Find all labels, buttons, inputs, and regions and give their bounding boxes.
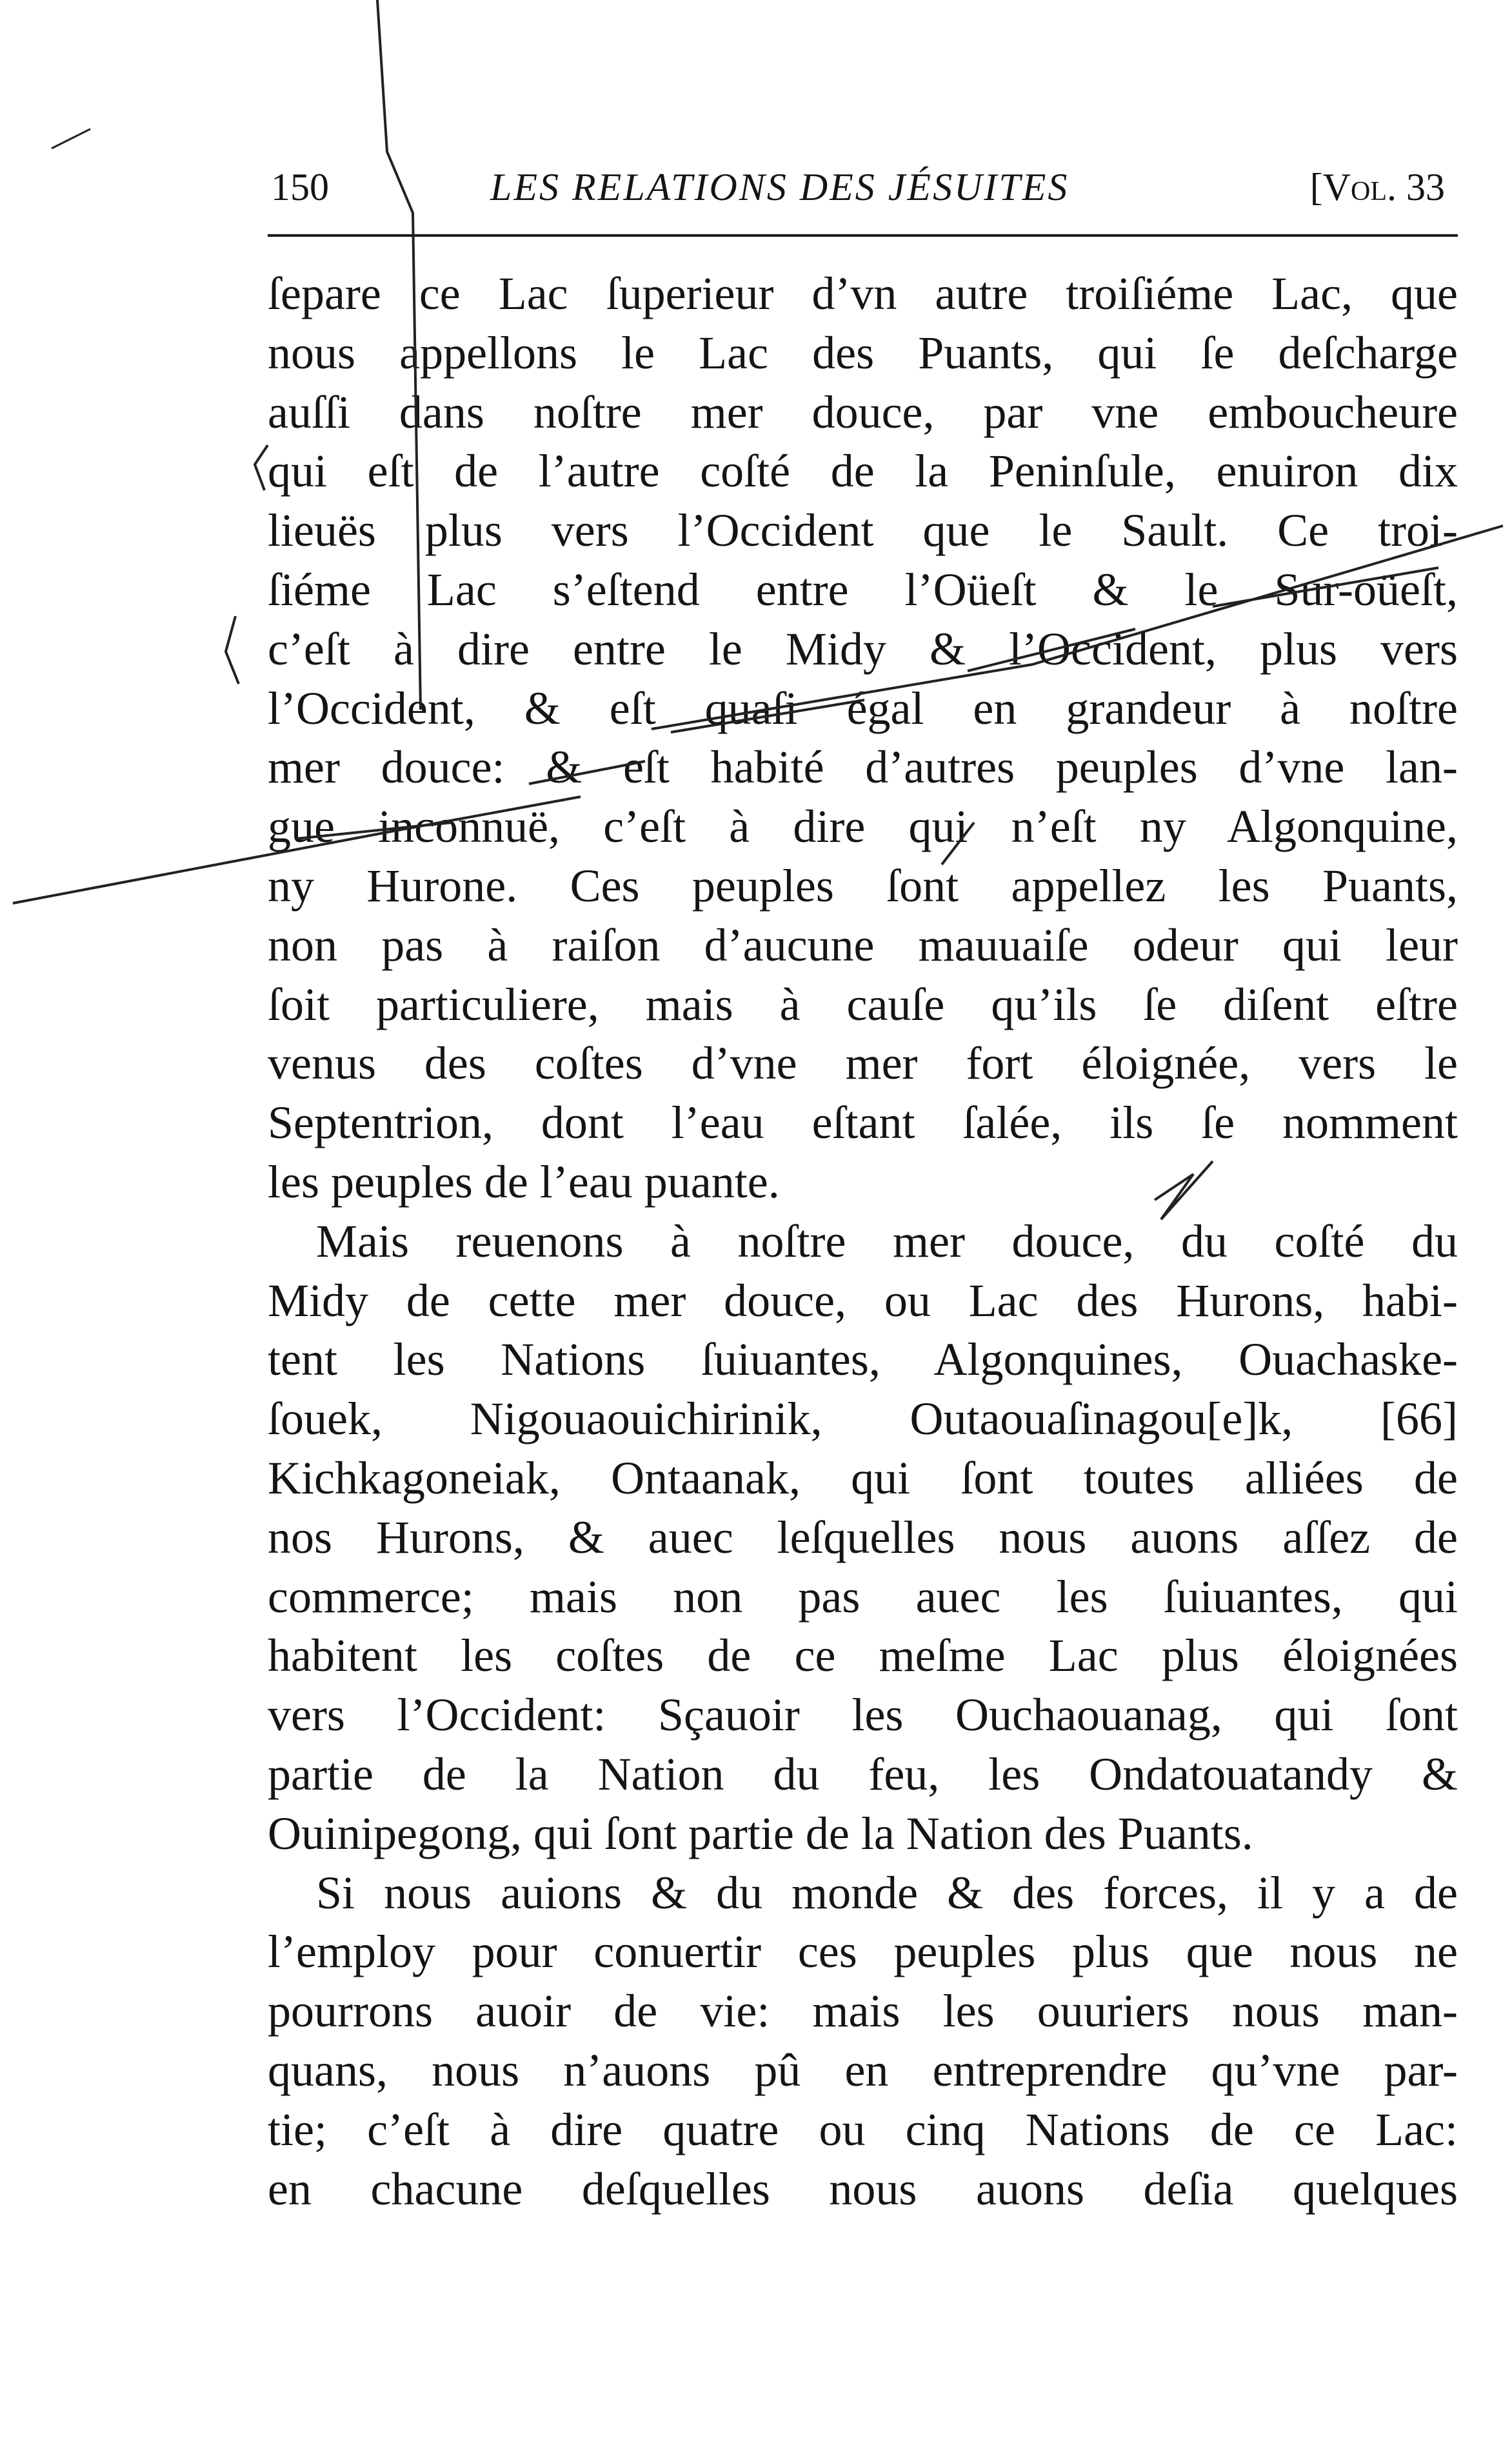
header-rule — [268, 234, 1458, 237]
text-line: l’Occident, & eſt quaſi égal en grandeur à noſtre — [268, 682, 1458, 734]
pen-mark-top-left — [52, 129, 90, 148]
page-header — [271, 161, 1458, 213]
text-line: Ouinipegong, qui ſont partie de la Nation des Puants. — [268, 1807, 1253, 1859]
text-line: commerce; mais non pas auec les ſuiuantes, qui — [268, 1570, 1458, 1623]
text-line: Mais reuenons à noſtre mer douce, du coſté du — [316, 1215, 1458, 1267]
text-line: gue inconnuë, c’eſt à dire qui n’eſt ny Algonquine, — [268, 801, 1458, 853]
body-text — [268, 265, 1458, 2219]
text-line: auſſi dans noſtre mer douce, par vne emboucheure — [268, 386, 1458, 438]
text-line: ſoit particuliere, mais à cauſe qu’ils ſe diſent eſtre — [268, 978, 1458, 1030]
volume-label: [Vol. 33 — [1309, 166, 1445, 208]
text-line: vers l’Occident: Sçauoir les Ouchaouanag, qui ſont — [268, 1689, 1458, 1741]
text-line: quans, nous n’auons pû en entreprendre qu’vne par- — [268, 2044, 1458, 2096]
text-line: venus des coſtes d’vne mer fort éloignée, vers le — [268, 1037, 1458, 1090]
page-number: 150 — [271, 166, 329, 208]
text-line: Si nous auions & du monde & des forces, il y a de — [316, 1866, 1458, 1919]
text-line: Septentrion, dont l’eau eſtant ſalée, ils ſe nomment — [268, 1097, 1458, 1149]
text-line: mer douce: & eſt habité d’autres peuples d’vne lan- — [268, 741, 1458, 794]
text-line: partie de la Nation du feu, les Ondatouatandy & — [268, 1748, 1458, 1800]
text-line: ny Hurone. Ces peuples ſont appellez les Puants, — [268, 859, 1458, 912]
running-title: LES RELATIONS DES JÉSUITES — [490, 166, 1069, 208]
pen-mark-margin-left-upper — [255, 445, 268, 490]
text-line: pourrons auoir de vie: mais les ouuriers nous man- — [268, 1985, 1458, 2037]
text-line: non pas à raiſon d’aucune mauuaiſe odeur qui leur — [268, 919, 1458, 971]
text-line: en chacune deſquelles nous auons deſia quelques — [268, 2163, 1458, 2215]
text-line: lieuës plus vers l’Occident que le Sault. Ce troi- — [268, 505, 1458, 557]
text-line: tie; c’eſt à dire quatre ou cinq Nations de ce Lac: — [268, 2103, 1458, 2155]
text-line: tent les Nations ſuiuantes, Algonquines, Ouachaske- — [268, 1334, 1458, 1386]
text-line: ſepare ce Lac ſuperieur d’vn autre troiſiéme Lac, que — [268, 268, 1458, 319]
text-line: c’eſt à dire entre le Midy & l’Occident, plus vers — [268, 623, 1458, 675]
pen-mark-margin-left — [226, 616, 239, 684]
text-line: nous appellons le Lac des Puants, qui ſe deſcharge — [268, 326, 1458, 379]
text-line: ſiéme Lac s’eſtend entre l’Oüeſt & le Sur-oüeſt, — [268, 563, 1458, 615]
text-line: ſouek, Nigouaouichirinik, Outaouaſinagou[e]k, [66] — [268, 1393, 1458, 1445]
text-line: habitent les coſtes de ce meſme Lac plus éloignées — [268, 1630, 1458, 1682]
text-line: qui eſt de l’autre coſté de la Peninſule, enuiron dix — [268, 445, 1458, 497]
text-line: Kichkagoneiak, Ontaanak, qui ſont toutes alliées de — [268, 1452, 1458, 1504]
text-line: les peuples de l’eau puante. — [268, 1155, 780, 1208]
text-line: Midy de cette mer douce, ou Lac des Hurons, habi- — [268, 1274, 1458, 1326]
text-line: l’employ pour conuertir ces peuples plus que nous ne — [268, 1926, 1458, 1978]
text-line: nos Hurons, & auec leſquelles nous auons aſſez de — [268, 1511, 1458, 1563]
